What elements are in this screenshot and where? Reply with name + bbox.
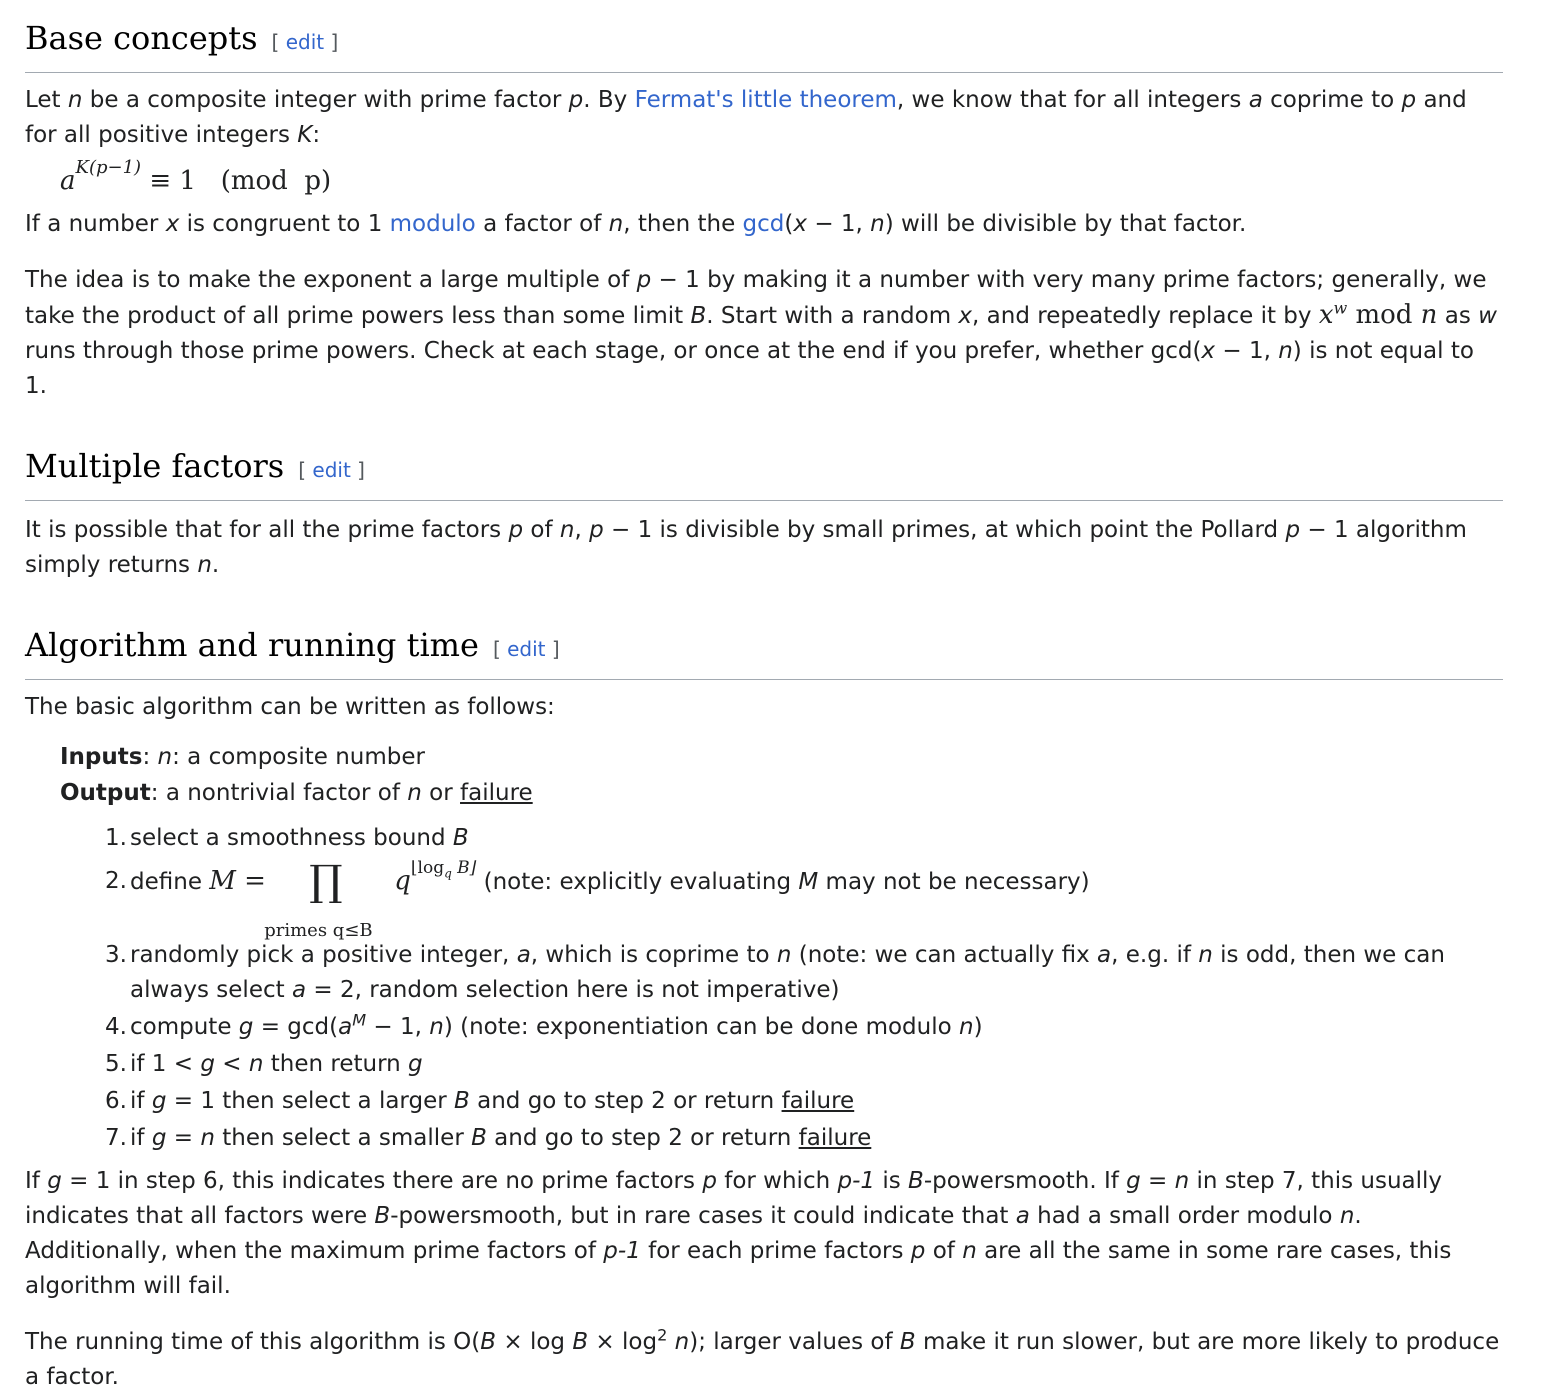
link-failure-step-6[interactable]: failure (781, 1088, 855, 1114)
inline-math-xw-mod-n: $x^w$ mod n (1318, 298, 1438, 330)
link-failure-step-7[interactable]: failure (798, 1125, 872, 1151)
step-1: 1. select a smoothness bound B (105, 825, 469, 851)
product-notation: ∏ primes q≤B (264, 856, 373, 941)
algorithm-steps (25, 821, 1503, 1156)
link-modulo[interactable]: modulo (389, 211, 476, 237)
formula-fermat: $a^{K(p-1)} \equiv 1$ (mod p) (60, 157, 332, 196)
step-5: 5. if 1 < g < n then return g (105, 1051, 423, 1077)
heading-text: Algorithm and running time (25, 626, 479, 664)
step-3: 3. randomly pick a positive integer, a, which is coprime to n (note: we can actually fix a, e.g. if n is odd, then we can always select a = 2, random selection here is not imperative) (105, 942, 1445, 1003)
paragraph-multiple: It is possible that for all the prime factors p of n, p − 1 is divisible by small primes, at which point the Pollard p − 1 algorithm simply returns n. (25, 517, 1467, 578)
edit-link-algorithm[interactable]: edit (507, 637, 546, 661)
paragraph-algorithm-1: If g = 1 in step 6, this indicates there are no prime factors p for which p-1 is B-powersmooth. If g = n in step 7, this usually indicates that all factors were B-powersmooth, but in rare cases it could indicate that a had a small order modulo n. Additionally, when the maximum prime factors of p-1 for each prime factors p of n are all the same in some rare cases, this algorithm will fail. (25, 1168, 1452, 1299)
edit-link-base[interactable]: edit (285, 30, 325, 54)
paragraph-algorithm-2: The running time of this algorithm is $O(B \times \log B \times \log^2 n)$; larger values of B make it run slower, but are more likely to produce a factor. (25, 1325, 1500, 1390)
algorithm-inputs: Inputs: n: a composite number (60, 744, 425, 770)
article-content (25, 0, 1503, 1395)
heading-text: Base concepts (25, 19, 258, 57)
algorithm-output: Output: a nontrivial factor of n or failure (60, 780, 533, 806)
heading-multiple-factors (25, 444, 1503, 501)
heading-algorithm (25, 623, 1503, 680)
step-2: 2. define M = ∏ primes q≤B $q^{⌊log_q B⌋}$ (note: explicitly evaluating M may not be necessary) (105, 856, 1090, 941)
edit-section: [ edit ] (492, 637, 560, 661)
heading-text: Multiple factors (25, 447, 285, 485)
paragraph-base-3: The idea is to make the exponent a large multiple of p − 1 by making it a number with very many prime factors; generally, we take the product of all prime powers less than some limit B. Start with a random x, and repeatedly replace it by $x^w$ mod n as w runs through those prime powers. Check at each stage, or once at the end if you prefer, whether gcd(x − 1, n) is not equal to 1. (25, 267, 1497, 399)
paragraph-algorithm-intro: The basic algorithm can be written as follows: (25, 694, 555, 720)
paragraph-base-1: Let n be a composite integer with prime factor p. By Fermat's little theorem, we know that for all integers a coprime to p and for all positive integers K: (25, 87, 1467, 148)
link-gcd[interactable]: gcd (742, 211, 785, 237)
step-6: 6. if g = 1 then select a larger B and go to step 2 or return failure (105, 1088, 855, 1114)
link-failure-output[interactable]: failure (460, 780, 533, 806)
step-4: 4. compute $g = \gcd(a^M - 1$, n) (note: exponentiation can be done modulo n) (105, 1010, 983, 1040)
edit-section: [ edit ] (271, 30, 339, 54)
edit-section: [ edit ] (298, 458, 365, 482)
paragraph-base-2: If a number x is congruent to 1 modulo a factor of n, then the gcd(x − 1, n) will be divisible by that factor. (25, 211, 1247, 237)
edit-link-multiple[interactable]: edit (312, 458, 351, 482)
heading-base-concepts (25, 16, 1503, 73)
step-7: 7. if g = n then select a smaller B and go to step 2 or return failure (105, 1125, 872, 1151)
link-fermats-little-theorem[interactable]: Fermat's little theorem (634, 87, 897, 113)
